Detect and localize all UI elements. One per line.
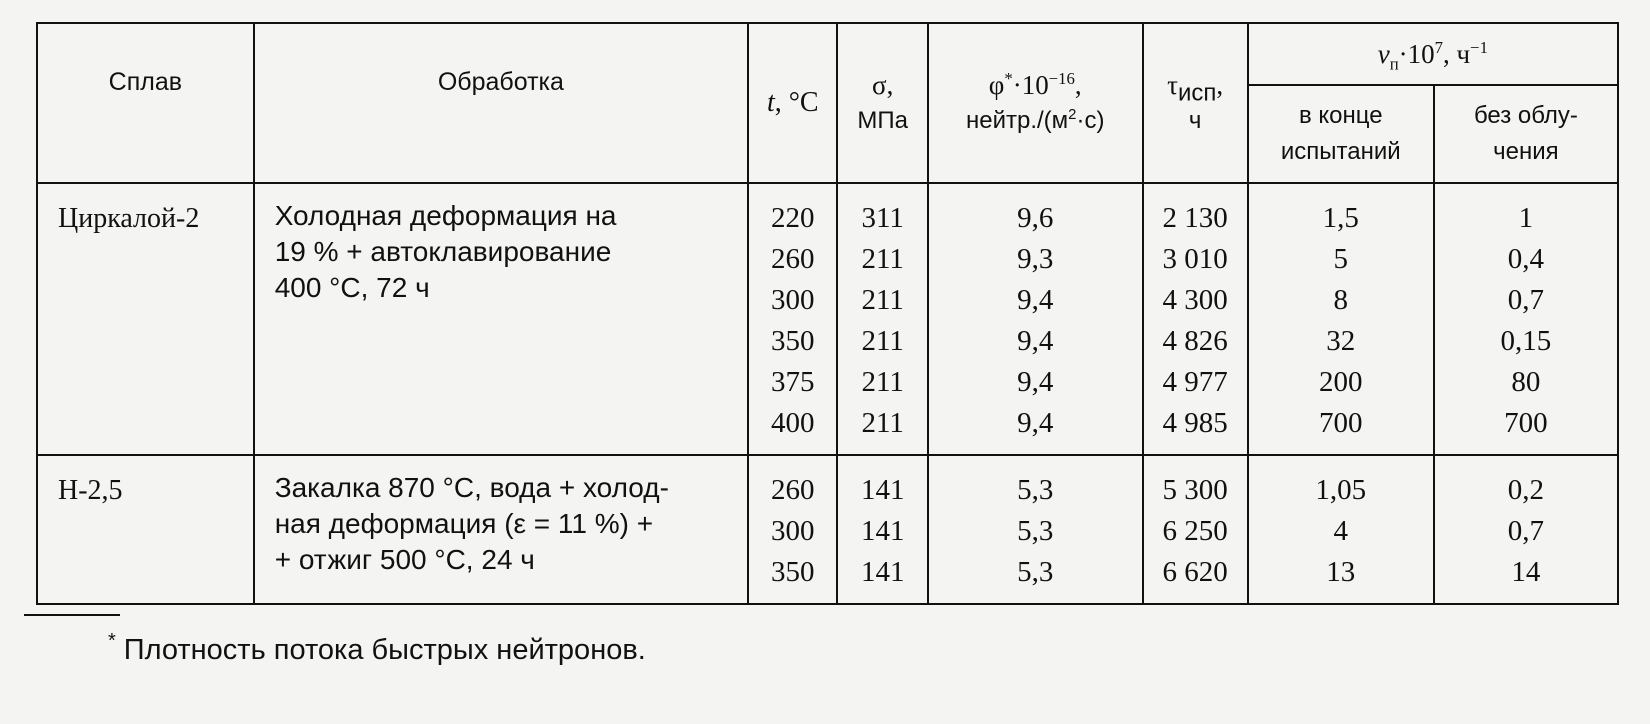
temperature-value: 300	[771, 515, 815, 547]
rate-end-value: 1,05	[1315, 474, 1367, 506]
rate-no-irradiation-value: 700	[1504, 407, 1548, 439]
flux-value: 5,3	[1017, 474, 1054, 506]
header-treatment: Обработка	[254, 23, 748, 183]
header-flux: $\varphi^*\cdot 10^{-16}$, $нейтр./(м^2\cdot с)$	[928, 23, 1143, 183]
test-time-value: 6 620	[1162, 556, 1228, 588]
stress-value: 211	[861, 407, 904, 439]
rate-end-value: 5	[1333, 243, 1349, 275]
stress-value: 211	[861, 325, 904, 357]
treatment-line: 400 °С, 72 ч	[274, 272, 430, 303]
header-stress: σ, МПа	[837, 23, 927, 183]
flux-value: 5,3	[1017, 515, 1054, 547]
treatment-line: Закалка 870 °С, вода + холод-	[274, 472, 669, 503]
flux-value: 9,3	[1017, 243, 1054, 275]
flux-value: 9,4	[1017, 407, 1054, 439]
table-row	[37, 183, 1618, 455]
stress-value: 141	[860, 474, 905, 506]
rate-no-irradiation-value: 1	[1518, 202, 1534, 234]
header-test-time: $\tau_{исп}$, ч	[1143, 23, 1248, 183]
rate-end-value: 32	[1326, 325, 1356, 357]
header-creep-rate: $v_п\cdot 10^7$, $ч^{-1}$	[1248, 23, 1618, 85]
test-time-cell	[1143, 455, 1248, 604]
flux-value: 9,4	[1017, 284, 1054, 316]
flux-value: 9,4	[1017, 366, 1054, 398]
stress-cell	[837, 183, 927, 455]
alloy-cell: Н-2,5	[37, 455, 254, 604]
stress-value: 141	[860, 515, 905, 547]
rate-no-irradiation-value: 14	[1511, 556, 1541, 588]
header-alloy: Сплав	[37, 23, 254, 183]
temperature-cell	[748, 455, 837, 604]
flux-cell	[928, 183, 1143, 455]
temperature-value: 260	[771, 243, 815, 275]
rate-end-value: 200	[1319, 366, 1363, 398]
temperature-value: 350	[771, 325, 815, 357]
test-time-value: 5 300	[1162, 474, 1228, 506]
flux-cell	[928, 455, 1143, 604]
rate-no-irradiation-value: 0,7	[1507, 515, 1545, 547]
flux-value: 9,4	[1017, 325, 1054, 357]
footnote-text: Плотность потока быстрых нейтронов.	[123, 634, 646, 666]
treatment-cell	[254, 183, 748, 455]
footnote-mark: *	[108, 630, 116, 652]
stress-value: 211	[861, 366, 904, 398]
flux-value: 5,3	[1017, 556, 1054, 588]
alloy-cell: Циркалой-2	[37, 183, 254, 455]
footnote-rule	[24, 614, 120, 616]
rate-no-irradiation-cell	[1434, 455, 1618, 604]
rate-end-value: 4	[1333, 515, 1349, 547]
flux-value: 9,6	[1017, 202, 1054, 234]
temperature-value: 300	[771, 284, 815, 316]
stress-value: 141	[860, 556, 905, 588]
rate-no-irradiation-value: 0,4	[1507, 243, 1545, 275]
stress-value: 211	[861, 284, 904, 316]
rate-no-irradiation-value: 80	[1511, 366, 1541, 398]
treatment-line: Холодная деформация на	[274, 200, 617, 231]
creep-rate-table	[36, 22, 1619, 605]
header-temperature: t, °С	[748, 23, 837, 183]
rate-end-value: 8	[1333, 284, 1349, 316]
treatment-line: 19 % + автоклавирование	[274, 236, 612, 267]
test-time-cell	[1143, 183, 1248, 455]
rate-end-cell	[1248, 455, 1434, 604]
temperature-value: 350	[771, 556, 815, 588]
test-time-value: 4 300	[1162, 284, 1228, 316]
rate-no-irradiation-cell	[1434, 183, 1618, 455]
treatment-cell	[254, 455, 748, 604]
test-time-value: 3 010	[1162, 243, 1228, 275]
temperature-value: 220	[771, 202, 815, 234]
test-time-value: 4 977	[1162, 366, 1228, 398]
rate-no-irradiation-value: 0,15	[1500, 325, 1552, 357]
rate-end-value: 13	[1326, 556, 1356, 588]
footnote	[108, 630, 646, 667]
stress-value: 211	[861, 243, 904, 275]
rate-end-value: 700	[1319, 407, 1363, 439]
test-time-value: 6 250	[1162, 515, 1228, 547]
rate-no-irradiation-value: 0,7	[1507, 284, 1545, 316]
treatment-line: + отжиг 500 °С, 24 ч	[274, 544, 535, 575]
header-rate-no-irradiation: без облу- чения	[1434, 85, 1618, 183]
test-time-value: 4 985	[1162, 407, 1228, 439]
table-row	[37, 455, 1618, 604]
rate-end-cell	[1248, 183, 1434, 455]
stress-cell	[837, 455, 927, 604]
test-time-value: 2 130	[1162, 202, 1228, 234]
rate-end-value: 1,5	[1322, 202, 1359, 234]
stress-value: 311	[861, 202, 904, 234]
rate-no-irradiation-value: 0,2	[1507, 474, 1545, 506]
treatment-line: ная деформация (ε = 11 %) +	[274, 508, 654, 539]
temperature-value: 400	[771, 407, 815, 439]
test-time-value: 4 826	[1162, 325, 1228, 357]
table-body	[37, 183, 1618, 604]
temperature-value: 260	[771, 474, 815, 506]
temperature-value: 375	[771, 366, 815, 398]
header-rate-end-of-test: в конце испытаний	[1248, 85, 1434, 183]
temperature-cell	[748, 183, 837, 455]
